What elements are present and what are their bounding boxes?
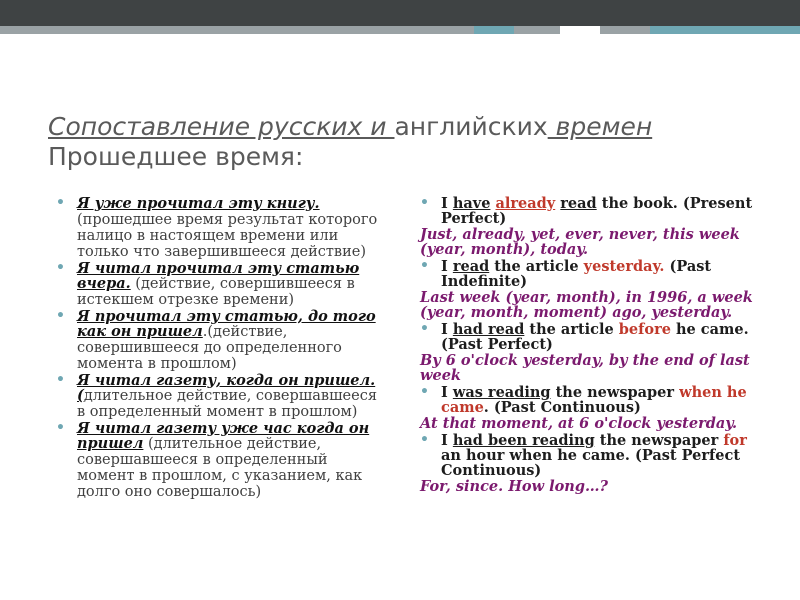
title-part-2: английских bbox=[394, 112, 548, 141]
bullet-icon: • bbox=[56, 308, 65, 324]
slide-title bbox=[48, 112, 768, 172]
bullet-icon: • bbox=[56, 372, 65, 388]
bullet-icon: • bbox=[56, 260, 65, 276]
list-item: • Я читал прочитал эту статью вчера. (действие, совершившееся в истекшем отрезке времени) bbox=[56, 260, 360, 308]
title-part-1: Сопоставление русских и bbox=[48, 112, 395, 141]
russian-column bbox=[56, 196, 386, 501]
bullet-icon: • bbox=[420, 432, 429, 448]
list-item: • Я читал газету, когда он пришел.(длительное действие, совершавшееся в определенный момент в прошлом) bbox=[56, 372, 377, 420]
time-markers: At that moment, at 6 o'clock yesterday. bbox=[420, 415, 738, 432]
time-markers: By 6 o'clock yesterday, by the end of last week bbox=[420, 352, 750, 384]
list-item: • I had been reading the newspaper for an hour when he came. (Past Perfect Continuous) bbox=[420, 432, 747, 479]
list-item: • I was reading the newspaper when he came. (Past Continuous) bbox=[420, 384, 747, 416]
bullet-icon: • bbox=[56, 420, 65, 436]
list-item: • I read the article yesterday. (Past Indefinite) bbox=[420, 258, 712, 290]
list-item: • Я читал газету уже час когда он пришел (длительное действие, совершавшееся в определенный момент в прошлом, с указанием, как долго оно совершалось) bbox=[56, 420, 370, 500]
top-decoration-bar bbox=[0, 0, 800, 26]
list-item: • I have already read the book. (Present Perfect) bbox=[420, 195, 753, 227]
bullet-icon: • bbox=[420, 258, 429, 274]
english-column bbox=[420, 196, 765, 496]
time-markers: Last week (year, month), in 1996, a week (year, month, moment) ago, yesterday. bbox=[420, 289, 753, 321]
bullet-icon: • bbox=[56, 195, 65, 211]
accent-stripe-2 bbox=[560, 26, 600, 34]
title-part-3: времен bbox=[547, 112, 653, 141]
accent-stripe-1 bbox=[474, 26, 514, 34]
bullet-icon: • bbox=[420, 321, 429, 337]
bullet-icon: • bbox=[420, 384, 429, 400]
bullet-icon: • bbox=[420, 195, 429, 211]
title-line-1 bbox=[48, 112, 768, 142]
list-item: • I had read the article before he came. (Past Perfect) bbox=[420, 321, 749, 353]
list-item: • Я прочитал эту статью, до того как он пришел.(действие, совершившееся до определенного момента в прошлом) bbox=[56, 308, 376, 372]
list-item: • Я уже прочитал эту книгу. (прошедшее время результат которого налицо в настоящем времени или только что завершившееся действие) bbox=[56, 195, 378, 260]
accent-stripe-3 bbox=[650, 26, 800, 34]
title-line-2: Прошедшее время: bbox=[48, 142, 304, 171]
time-markers: Just, already, yet, ever, never, this week (year, month), today. bbox=[420, 226, 740, 258]
time-markers: For, since. How long…? bbox=[420, 478, 608, 495]
